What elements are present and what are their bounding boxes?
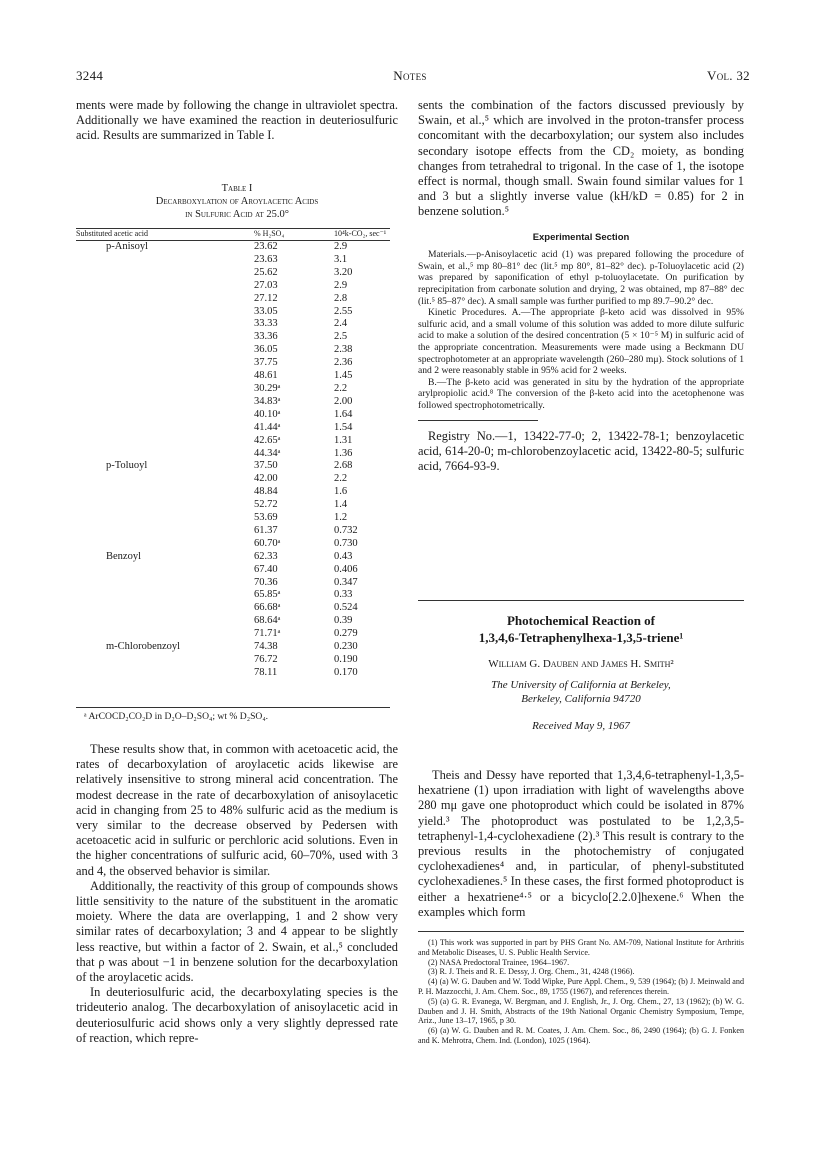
table-row — [76, 589, 390, 602]
volume-label: Vol. 32 — [707, 68, 750, 83]
cell-rate: 0.170 — [334, 666, 358, 678]
cell-acid — [76, 499, 254, 512]
table-row — [76, 615, 390, 628]
cell-h2so4: 27.12 — [254, 292, 278, 304]
table-row — [76, 473, 390, 486]
cell-acid — [76, 344, 254, 357]
cell-acid — [76, 267, 254, 280]
cell-acid — [76, 615, 254, 628]
cell-acid — [76, 486, 254, 499]
cell-h2so4: 41.44ᵃ — [254, 421, 281, 433]
cell-h2so4: 71.71ᵃ — [254, 628, 281, 640]
table-row — [76, 293, 390, 306]
registry-numbers: Registry No.—1, 13422-77-0; 2, 13422-78-1; benzoylacetic acid, 614-20-0; m-chlorobenzoylacetic acid, 13422-80-5; sulfuric acid, 7664-93-9. — [418, 428, 744, 473]
cell-h2so4: 23.63 — [254, 253, 278, 265]
cell-acid — [76, 589, 254, 602]
cell-rate: 3.1 — [334, 253, 348, 265]
cell-h2so4: 30.29ᵃ — [254, 382, 281, 394]
cell-h2so4: 53.69 — [254, 512, 278, 524]
table-row — [76, 486, 390, 499]
cell-h2so4: 33.33 — [254, 318, 278, 330]
cell-rate: 2.55 — [334, 305, 353, 317]
table-header-rule — [76, 240, 390, 241]
table-row — [76, 241, 390, 254]
registry-rule — [418, 420, 538, 421]
page-number: 3244 — [76, 68, 104, 83]
data-table — [76, 228, 390, 680]
footnote-4: (4) (a) W. G. Dauben and W. Todd Wipke, Pure Appl. Chem., 9, 539 (1964); (b) J. Meinwald and P. H. Mazzocchi, J. Am. Chem. Soc., 89, 1755 (1967), and references therein. — [418, 977, 744, 996]
article-header — [418, 612, 744, 732]
article-authors: William G. Dauben and James H. Smith² — [488, 658, 674, 670]
table-row — [76, 628, 390, 641]
table-row — [76, 318, 390, 331]
cell-h2so4: 70.36 — [254, 576, 278, 588]
cell-rate: 1.4 — [334, 499, 348, 511]
cell-rate: 0.39 — [334, 615, 353, 627]
cell-h2so4: 34.83ᵃ — [254, 395, 281, 407]
cell-acid — [76, 602, 254, 615]
footnote-6: (6) (a) W. G. Dauben and R. M. Coates, J. Am. Chem. Soc., 86, 2490 (1964); (b) G. J. Fonken and K. Mehrotra, Chem. Ind. (London), 1025 (1964). — [418, 1026, 744, 1045]
cell-acid — [76, 280, 254, 293]
left-column — [76, 98, 398, 144]
cell-h2so4: 65.85ᵃ — [254, 589, 281, 601]
table-row — [76, 396, 390, 409]
table-row — [76, 306, 390, 319]
cell-rate: 2.36 — [334, 357, 353, 369]
table-title-line1: Decarboxylation of Aroylacetic Acids — [155, 196, 319, 207]
cell-h2so4: 60.70ᵃ — [254, 537, 281, 549]
cell-rate: 0.33 — [334, 589, 353, 601]
cell-h2so4: 76.72 — [254, 654, 278, 665]
cell-h2so4: 74.38 — [254, 641, 278, 653]
table-row — [76, 667, 390, 680]
cell-rate: 2.4 — [334, 318, 348, 330]
table-row — [76, 564, 390, 577]
table-title-line2: in Sulfuric Acid at 25.0° — [185, 209, 289, 220]
cell-acid — [76, 564, 254, 577]
table-row — [76, 448, 390, 461]
cell-acid — [76, 293, 254, 306]
cell-rate: 1.6 — [334, 486, 348, 498]
cell-h2so4: 78.11 — [254, 666, 278, 678]
affiliation-1: The University of California at Berkeley, — [491, 679, 671, 691]
affiliation-2: Berkeley, California 94720 — [521, 693, 641, 705]
cell-h2so4: 68.64ᵃ — [254, 615, 281, 627]
cell-rate: 2.9 — [334, 241, 348, 252]
cell-rate: 2.8 — [334, 292, 348, 304]
footnotes — [418, 938, 744, 1046]
cell-acid: p-Toluoyl — [106, 460, 148, 472]
cell-acid — [76, 435, 254, 448]
method-b-paragraph: B.—The β-keto acid was generated in situ by the hydration of the appropriate arylpropiolic acid.⁸ The conversion of the β-keto acid into the acetophenone was followed spectrophotometrically. — [418, 376, 744, 411]
cell-acid — [76, 409, 254, 422]
cell-acid — [76, 667, 254, 680]
cell-rate: 2.2 — [334, 473, 348, 485]
cell-h2so4: 62.33 — [254, 550, 278, 562]
cell-rate: 2.00 — [334, 395, 353, 407]
cell-rate: 1.64 — [334, 408, 353, 420]
cell-acid — [76, 628, 254, 641]
cell-h2so4: 42.00 — [254, 473, 278, 485]
cell-acid — [76, 396, 254, 409]
cell-h2so4: 66.68ᵃ — [254, 602, 281, 614]
article-title-2: 1,3,4,6-Tetraphenylhexa-1,3,5-triene¹ — [478, 630, 684, 645]
cell-acid — [76, 577, 254, 590]
table-row — [76, 525, 390, 538]
table-row — [76, 641, 390, 654]
cell-h2so4: 52.72 — [254, 499, 278, 511]
col-header-acid: Substituted acetic acid — [76, 229, 148, 238]
table-row — [76, 460, 390, 473]
cell-acid — [76, 306, 254, 319]
footnote-rule — [418, 931, 744, 932]
right-column — [418, 98, 744, 474]
table-row — [76, 370, 390, 383]
cell-acid — [76, 422, 254, 435]
article-title-1: Photochemical Reaction of — [506, 613, 656, 628]
left-column-body — [76, 742, 398, 1046]
section-header: Notes — [393, 68, 427, 83]
cell-h2so4: 61.37 — [254, 524, 278, 536]
table-row — [76, 409, 390, 422]
cell-h2so4: 25.62 — [254, 266, 278, 278]
cell-acid — [76, 448, 254, 461]
table-row — [76, 512, 390, 525]
cell-h2so4: 42.65ᵃ — [254, 434, 281, 446]
cell-rate: 2.68 — [334, 460, 353, 472]
cell-acid — [76, 473, 254, 486]
cell-rate: 0.347 — [334, 576, 358, 588]
cell-h2so4: 48.61 — [254, 370, 278, 382]
table-row — [76, 344, 390, 357]
table-row — [76, 357, 390, 370]
table-row — [76, 602, 390, 615]
table-row — [76, 267, 390, 280]
experimental-heading: Experimental Section — [532, 231, 630, 243]
cell-rate: 0.230 — [334, 641, 358, 653]
cell-rate: 0.406 — [334, 563, 358, 575]
cell-acid — [76, 357, 254, 370]
cell-rate: 1.54 — [334, 421, 353, 433]
footnote-3: (3) R. J. Theis and R. E. Dessy, J. Org. Chem., 31, 4248 (1966). — [428, 967, 635, 977]
right-top-paragraph: sents the combination of the factors discussed previously by Swain, et al.,⁵ which are involved in the proton-transfer process concomitant with the decarboxylation; our system also includes secondary isotope effects from the CD₂ moiety, as bonding changes from tetrahedral to trigonal. In the case of 1, the isotope effect is normal, though small. Swain found similar values for 1 and 3 but a slightly inverse value (kH/kD = 0.85) for 2 in benzene solution.⁵ — [418, 98, 744, 219]
cell-h2so4: 27.03 — [254, 279, 278, 291]
cell-acid — [76, 538, 254, 551]
cell-acid: Benzoyl — [106, 550, 141, 562]
cell-rate: 2.5 — [334, 331, 348, 343]
table-bottom-rule — [76, 707, 390, 708]
cell-rate: 0.279 — [334, 628, 358, 640]
table-label: Table I — [221, 183, 253, 194]
cell-h2so4: 44.34ᵃ — [254, 447, 281, 459]
col-header-h2so4: % H₂SO₄ — [254, 229, 285, 238]
cell-rate: 2.38 — [334, 344, 353, 356]
article-separator-rule — [418, 600, 744, 601]
article-body-paragraph: Theis and Dessy have reported that 1,3,4,6-tetraphenyl-1,3,5-hexatriene (1) upon irradiation with light of wavelengths above 280 mμ gave one photoproduct which could be isolated in 87% yield.³ The photoproduct was postulated to be 1,2,3,5-tetraphenyl-1,4-cyclohexadiene (2).³ This result is contrary to the previous results in the photochemistry of conjugated cyclohexadienes⁴ and, in particular, of phenyl-substituted cyclohexadienes.⁵ In these cases, the first formed photoproduct is either a hexatriene⁴·⁵ or a bicyclo[2.2.0]hexene.⁶ When the examples which form — [418, 768, 744, 919]
cell-rate: 2.9 — [334, 279, 348, 291]
cell-h2so4: 37.75 — [254, 357, 278, 369]
article-body — [418, 768, 744, 920]
table-body — [76, 241, 390, 680]
intro-paragraph: ments were made by following the change in ultraviolet spectra. Additionally we have examined the reaction in deuteriosulfuric acid. Results are summarized in Table I. — [76, 98, 398, 143]
paragraph-2: Additionally, the reactivity of this group of compounds shows little sensitivity to the nature of the substituent in the aromatic moiety. Where the data are overlapping, 1 and 2 show very similar rates of decarboxylation; 3 and 4 appear to be slightly less reactive, but within a factor of 2. Swain, et al.,⁵ concluded that ρ was about −1 in benzene solution for the decarboxylation of the aroylacetic acids. — [76, 878, 398, 985]
table-row — [76, 499, 390, 512]
cell-rate: 3.20 — [334, 266, 353, 278]
cell-rate: 0.730 — [334, 537, 358, 549]
cell-acid — [76, 318, 254, 331]
col-header-rate: 10⁴k-CO₂, sec⁻¹ — [334, 229, 387, 238]
table-footnote: ᵃ ArCOCD₂CO₂D in D₂O–D₂SO₄; wt % D₂SO₄. — [84, 711, 269, 722]
cell-acid — [76, 654, 254, 667]
table-row — [76, 435, 390, 448]
footnote-5: (5) (a) G. R. Evanega, W. Bergman, and J. English, Jr., J. Org. Chem., 27, 13 (1962); (b) W. G. Dauben and J. H. Smith, Abstracts of the 19th National Organic Chemistry Symposium, Tempe, Ariz., June 13–17, 1965, p 30. — [418, 996, 744, 1026]
cell-h2so4: 23.62 — [254, 241, 278, 252]
cell-rate: 0.190 — [334, 654, 358, 665]
cell-rate: 1.2 — [334, 512, 348, 524]
cell-h2so4: 36.05 — [254, 344, 278, 356]
cell-h2so4: 40.10ᵃ — [254, 408, 281, 420]
cell-h2so4: 33.05 — [254, 305, 278, 317]
cell-h2so4: 48.84 — [254, 486, 278, 498]
table-row — [76, 538, 390, 551]
cell-acid: m-Chlorobenzoyl — [106, 641, 181, 653]
table-row — [76, 331, 390, 344]
table-row — [76, 577, 390, 590]
cell-acid — [76, 370, 254, 383]
cell-rate: 1.31 — [334, 434, 353, 446]
paragraph-3: In deuteriosulfuric acid, the decarboxylating species is the trideuterio analog. The decarboxylation of anisoylacetic acid in deuteriosulfuric acid shows only a very slightly depressed rate of reaction, which repre- — [76, 985, 398, 1045]
footnote-2: (2) NASA Predoctoral Trainee, 1964–1967. — [428, 957, 570, 967]
table-row — [76, 422, 390, 435]
cell-h2so4: 33.36 — [254, 331, 278, 343]
footnote-1: (1) This work was supported in part by PHS Grant No. AM-709, National Institute for Arthritis and Metabolic Diseases, U. S. Public Health Service. — [418, 938, 744, 957]
cell-acid — [76, 383, 254, 396]
cell-acid — [76, 525, 254, 538]
cell-rate: 2.2 — [334, 382, 348, 394]
table-row — [76, 383, 390, 396]
table-block — [76, 182, 398, 221]
table-row — [76, 280, 390, 293]
cell-rate: 1.36 — [334, 447, 353, 459]
paragraph-1: These results show that, in common with acetoacetic acid, the rates of decarboxylation of aroylacetic acids likewise are relatively insensitive to strong mineral acid concentration. The modest decrease in the rate of decarboxylation of anisoylacetic acid in changing from 25 to 48% sulfuric acid as the medium is very similar to the decrease observed by Pedersen with acetoacetic acid in sulfuric or perchloric acid solutions. Even in the higher concentrations of sulfuric acid, 60–70%, used with 3 and 4, the observed behavior is similar. — [76, 742, 398, 878]
kinetic-paragraph: Kinetic Procedures. A.—The appropriate β-keto acid was dissolved in 95% sulfuric acid, and a small volume of this solution was added to more dilute sulfuric acid to make a solution of the desired concentration (5 × 10⁻⁵ M) in sulfuric acid of the appropriate concentration. Measurements were made using a Beckmann DU spectrophotometer at an appropriate wavelength (260–280 mμ). Stock solutions of 1 and 2 were reasonably stable in 95% acid for 2 weeks. — [418, 307, 744, 377]
materials-paragraph: Materials.—p-Anisoylacetic acid (1) was prepared following the procedure of Swain, et al.,⁵ mp 80–81° dec (lit.⁵ mp 80°, 81–82° dec). p-Toluoylacetic acid (2) was prepared by saponification of ethyl p-toluoylacetate. On purification by reprecipitation from carbonate solution and drying, 2 was obtained, mp 87–88° dec (lit.⁵ 85–87° dec). A small sample was further purified to mp 89.7–90.2° dec. — [418, 249, 744, 307]
cell-rate: 0.524 — [334, 602, 358, 614]
cell-acid — [76, 254, 254, 267]
cell-acid: p-Anisoyl — [106, 241, 148, 252]
table-row — [76, 254, 390, 267]
received-date: Received May 9, 1967 — [532, 720, 630, 732]
cell-acid — [76, 512, 254, 525]
cell-h2so4: 37.50 — [254, 460, 278, 472]
cell-h2so4: 67.40 — [254, 563, 278, 575]
cell-acid — [76, 331, 254, 344]
table-row — [76, 551, 390, 564]
table-row — [76, 654, 390, 667]
cell-rate: 1.45 — [334, 370, 353, 382]
cell-rate: 0.732 — [334, 524, 358, 536]
cell-rate: 0.43 — [334, 550, 353, 562]
